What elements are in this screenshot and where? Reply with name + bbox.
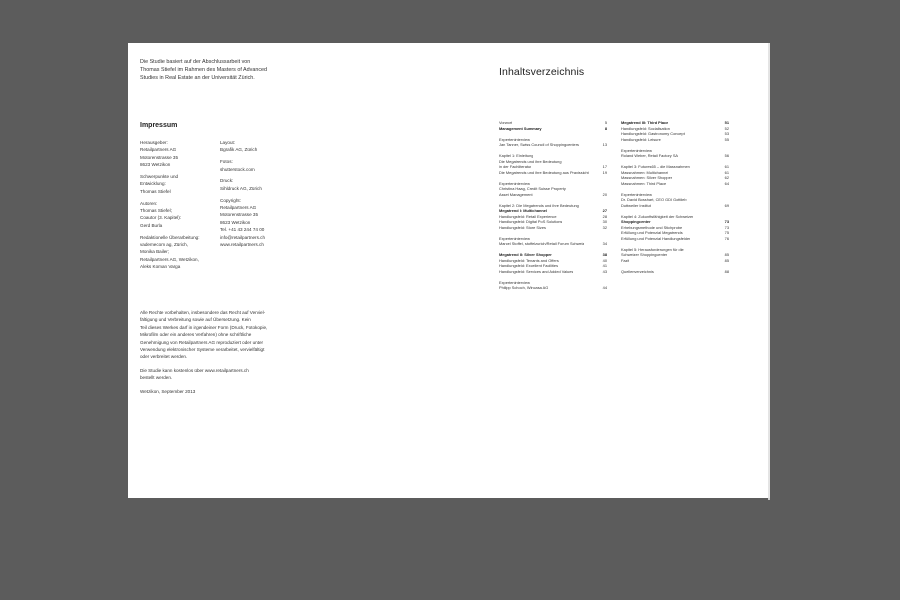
impressum-value: Thomas Stiefel	[140, 188, 171, 194]
impressum-value: Retailpartners AG	[140, 147, 177, 153]
toc-entry-page: 85	[724, 252, 729, 257]
toc-entry-page: 19	[602, 169, 607, 175]
toc-entry-title: Management Summary	[499, 125, 542, 131]
toc-entry-title: Die Megatrends und ihre Bedeutung	[499, 158, 562, 164]
toc-entry-page: 40	[602, 257, 607, 263]
toc-entry-page: 52	[724, 125, 729, 131]
toc-entry-title: Experteninterview	[621, 191, 652, 197]
toc-entry-title: Philipp Schoch, Wincasa AG	[499, 285, 549, 290]
toc-entry-title: Handlungsfeld: Excellent Facilities	[499, 263, 559, 268]
toc-entry-title: Experteninterview	[499, 136, 530, 142]
toc-entry-title: Asset Management	[499, 191, 533, 197]
toc-entry-title: Erfüllung und Potenzial Megatrends	[621, 230, 683, 235]
toc-entry-page: 88	[724, 268, 729, 274]
rights-line: Wetzikon, September 2013	[140, 388, 196, 394]
toc-entry-title: Handlungsfeld: Leisure	[621, 136, 661, 142]
impressum-label: Redaktionelle Überarbeitung:	[140, 234, 200, 240]
intro-line: Die Studie basiert auf der Abschlussarbeit von	[140, 59, 251, 65]
toc-entry-title: Marcel Stoffel, stoffelzurich/Retail Forum Schweiz	[499, 241, 585, 246]
toc-entry-title: Experteninterview	[499, 235, 530, 241]
rights-line: fältigung und Verbreitung sowie auf Übersetzung. Kein	[140, 317, 251, 323]
page-edge-corner	[768, 498, 770, 500]
toc-column-2	[621, 120, 729, 274]
toc-entry-title: Erhebungsmethode und Stichprobe	[621, 224, 683, 230]
page-edge	[768, 43, 770, 498]
toc-entry	[499, 285, 607, 291]
toc-entry-title: Kapitel 2: Die Megatrends und ihre Bedeutung	[499, 202, 579, 208]
toc-entry-title: Duttweiler Institut	[621, 202, 651, 208]
intro-line: Studies in Real Estate an der Universität Zürich.	[140, 75, 255, 81]
rights-line: Verwendung elektronischer Systeme verarbeitet, vervielfältigt	[140, 347, 265, 353]
toc-entry-page: 32	[602, 224, 607, 230]
toc-entry-title: Massnahmen: Multichannel	[621, 169, 669, 175]
toc-entry-page: 76	[724, 235, 729, 241]
rights-line: Mikrofilm oder ein anderes Verfahren) ohne schriftliche	[140, 332, 252, 338]
impressum-value: 8623 Wetzikon	[140, 162, 171, 168]
toc-entry-title: Dr. David Bosshart, CEO GDI Gottlieb	[621, 197, 687, 202]
toc-entry-title: Kapitel 1: Einleitung	[499, 153, 534, 158]
impressum-value: Thomas Stiefel;	[140, 208, 172, 214]
toc-entry-title: Schweizer Shoppingcenter	[621, 252, 668, 257]
rights-line: Genehmigung von Retailpartners AG reproduziert oder unter	[140, 339, 264, 345]
impressum-label: Schwerpunkte und	[140, 174, 179, 180]
toc-entry-page: 55	[724, 136, 729, 142]
rights-line: oder verbreitet werden.	[140, 354, 188, 360]
impressum-value: Tel. +41 43 244 74 00	[220, 227, 265, 233]
toc-entry-title: Megatrend III: Third Place	[621, 120, 669, 125]
impressum-value: Motorenstrasse 35	[140, 154, 179, 160]
toc-entry-title: Experteninterview	[621, 147, 652, 153]
toc-heading: Inhaltsverzeichnis	[499, 66, 585, 78]
impressum-value: Entwicklung:	[140, 181, 166, 187]
toc-entry-page: 34	[602, 241, 607, 246]
impressum-value: Sihldruck AG, Zürich	[220, 185, 262, 191]
toc-column-1	[499, 120, 607, 291]
impressum-label: Herausgeber:	[140, 140, 168, 145]
toc-entry-page: 62	[724, 175, 729, 180]
rights-line: bestellt werden.	[140, 375, 173, 381]
toc-entry-page: 51	[724, 120, 729, 125]
toc-entry-page: 43	[602, 268, 607, 274]
impressum-value: Bgrafik AG, Zürich	[220, 147, 258, 153]
toc-entry-page: 75	[724, 230, 729, 235]
toc-entry	[621, 269, 729, 275]
toc-entry-title: Shoppingcenter	[621, 219, 651, 224]
toc-entry-title: Vorwort	[499, 120, 513, 125]
intro-line: Thomas Stiefel im Rahmen des Masters of Advanced	[140, 67, 268, 73]
toc-entry-title: Fazit	[621, 257, 630, 263]
impressum-label: Druck:	[220, 178, 234, 184]
impressum-label: Autoren:	[140, 200, 158, 206]
toc-entry-title: Handlungsfeld: Tenants and Offers	[499, 257, 559, 263]
toc-entry-page: 27	[602, 208, 607, 213]
impressum-value: Gerd Burla	[140, 222, 163, 228]
toc-entry-title: Handlungsfeld: Services and Added Values	[499, 268, 574, 274]
toc-entry-title: Jan Tanner, Swiss Council of Shoppingcenters	[499, 142, 579, 147]
toc-entry-page: 20	[602, 191, 607, 197]
toc-entry-title: Christina Haag, Credit Suisse Property	[499, 186, 566, 191]
toc-entry-page: 5	[604, 120, 607, 125]
toc-entry-page: 61	[724, 164, 729, 169]
toc-entry-title: in der Fachliteratur	[499, 164, 532, 169]
toc-entry-title: Handlungsfeld: Store Sizes	[499, 224, 546, 230]
impressum-value: shutterstock.com	[220, 166, 255, 172]
toc-entry-title: Experteninterview	[499, 279, 530, 285]
impressum-value: Monika Bailer;	[140, 249, 170, 255]
rights-text	[140, 309, 310, 395]
toc-entry-page: 41	[602, 263, 607, 268]
toc-entry-page: 61	[724, 169, 729, 175]
toc-entry-page: 30	[602, 219, 607, 224]
impressum-label: Fotos:	[220, 159, 233, 165]
toc-entry-title: Massnahmen: Silver Shopper	[621, 175, 673, 180]
impressum-value: Coautor (3. Kapitel):	[140, 215, 182, 221]
toc-entry-title: Kapitel 4: Zukunftsfähigkeit der Schweizer	[621, 213, 694, 219]
toc-entry-page: 73	[724, 219, 729, 224]
impressum-value: Retailpartners AG, Wetzikon,	[140, 256, 199, 262]
toc-entry-title: Handlungsfeld: Socialisation	[621, 125, 670, 131]
rights-line: Teil dieses Werkes darf in irgendeiner Form (Druck, Fotokopie,	[140, 324, 268, 330]
toc-entry-title: Experteninterview	[499, 180, 530, 186]
impressum-heading: Impressum	[140, 122, 178, 129]
impressum-left-column	[140, 139, 200, 271]
toc-entry-page: 69	[724, 202, 729, 208]
impressum-value: 8623 Wetzikon	[220, 219, 251, 225]
toc-entry-page: 56	[724, 153, 729, 158]
rights-line: Die Studie kann kostenlos über www.retailpartners.ch	[140, 367, 249, 373]
toc-entry-title: Handlungsfeld: Retail Experience	[499, 213, 557, 219]
impressum-value: vademecom ag, Zürich,	[140, 242, 188, 248]
toc-entry-title: Handlungsfeld: Digital PoS Solutions	[499, 219, 563, 224]
toc-entry-title: Erfüllung und Potenzial Handlungsfelder	[621, 235, 691, 241]
toc-entry-page: 64	[724, 180, 729, 186]
toc-entry-page: 8	[604, 125, 607, 131]
impressum-value: Aleks Koman Varga	[140, 264, 181, 270]
toc-entry-title: Handlungsfeld: Gastronomy Concept	[621, 131, 685, 136]
toc-entry-title: Die Megatrends und ihre Bedeutung aus Praxissicht	[499, 169, 589, 175]
toc-entry-title: Quellenverzeichnis	[621, 268, 654, 274]
impressum-value: info@retailpartners.ch	[220, 234, 266, 240]
toc-entry-page: 38	[602, 252, 607, 257]
impressum-value: Motorenstrasse 35	[220, 212, 259, 218]
toc-entry-title: Kapitel 3: Futures65 – die Massnahmen	[621, 164, 690, 169]
rights-line: Alle Rechte vorbehalten, insbesondere das Recht auf Verviel-	[140, 310, 266, 315]
toc-entry-page: 28	[602, 213, 607, 219]
toc-entry-page: 17	[602, 164, 607, 169]
impressum-value: www.retailpartners.ch	[220, 242, 264, 248]
toc-entry-page: 13	[602, 142, 607, 147]
toc-entry-page: 44	[602, 285, 607, 290]
impressum-label: Layout:	[220, 140, 236, 145]
impressum-label: Copyright:	[220, 197, 241, 203]
impressum-right-column	[220, 139, 265, 248]
toc-entry-title: Megatrend I: Multichannel	[499, 208, 547, 213]
intro-text	[140, 58, 300, 82]
toc-entry-title: Massnahmen: Third Place	[621, 180, 667, 186]
toc-entry-title: Megatrend II: Silver Shopper	[499, 252, 552, 257]
toc-entry-title: Kapitel 5: Herausforderungen für die	[621, 246, 684, 252]
toc-entry-title: Roland Weber, Retail Factory SA	[621, 153, 679, 158]
toc-entry-page: 73	[724, 224, 729, 230]
toc-entry-page: 85	[724, 257, 729, 263]
impressum-value: Retailpartners AG	[220, 205, 257, 211]
toc-entry-page: 53	[724, 131, 729, 136]
